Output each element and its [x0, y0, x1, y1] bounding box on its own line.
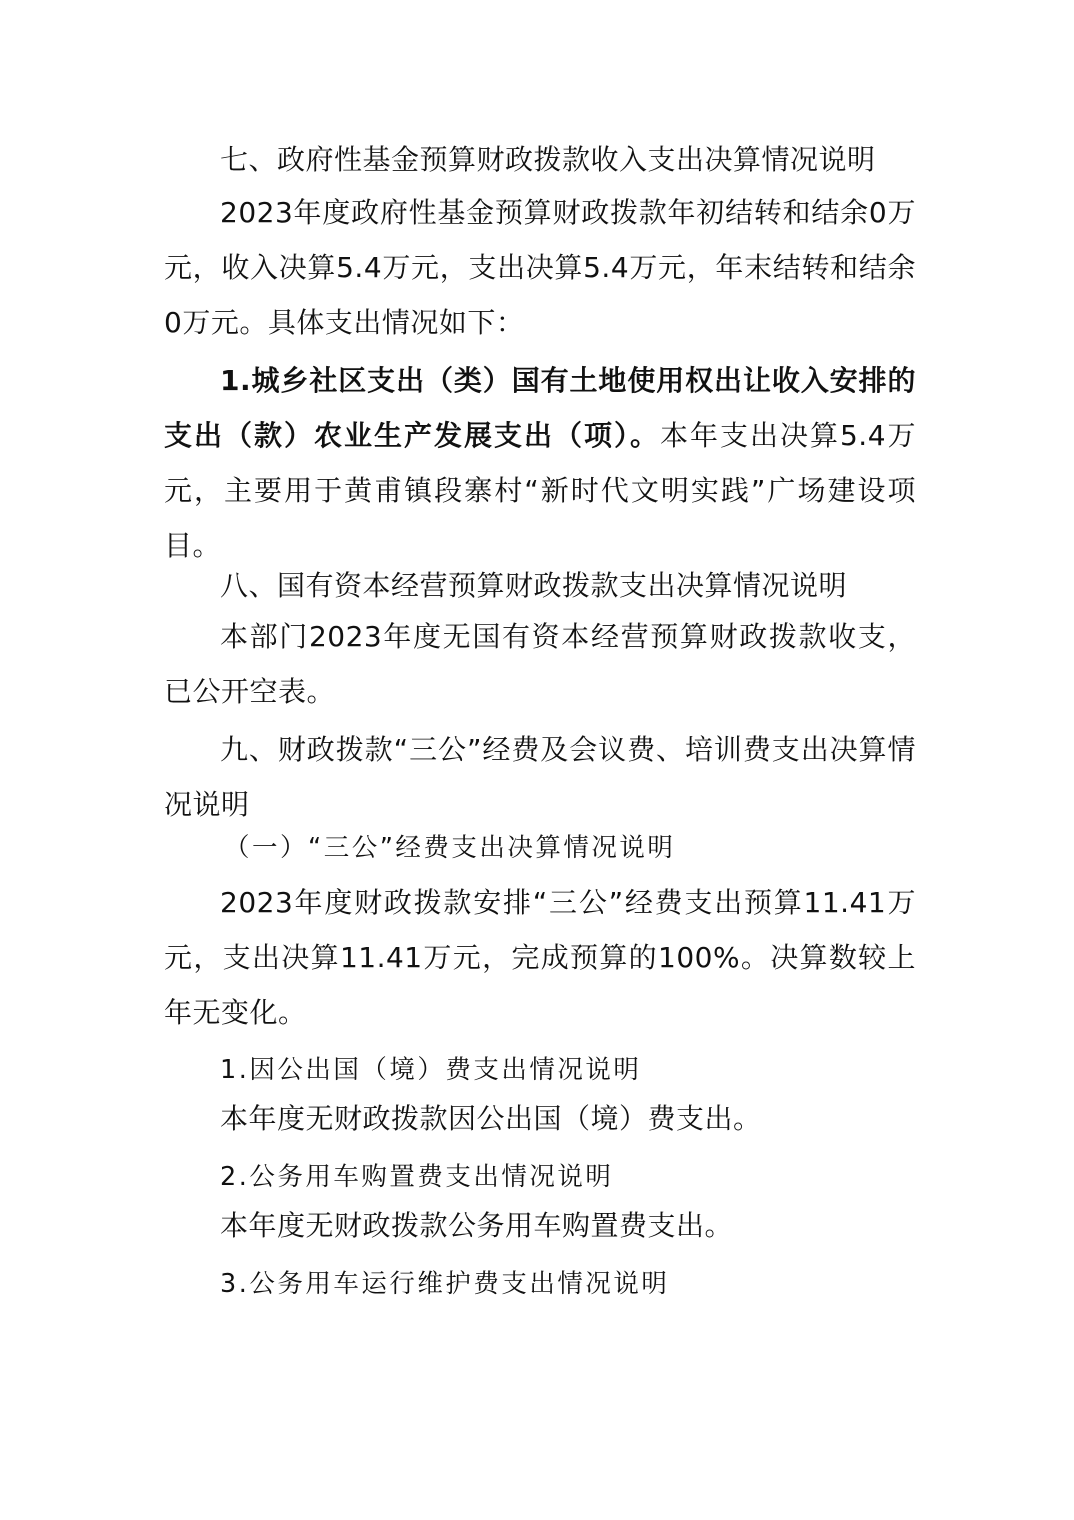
section-7-item-1-text: 本年支出决算5.4万元，主要用于黄甫镇段寨村“新时代文明实践”广场建设项目。 [164, 419, 917, 562]
item-2-body: 本年度无财政拨款公务用车购置费支出。 [220, 1209, 734, 1242]
section-7-paragraph: 2023年度政府性基金预算财政拨款年初结转和结余0万元，收入决算5.4万元，支出决算5.4万元，年末结转和结余0万元。具体支出情况如下： [164, 196, 916, 339]
section-8-heading: 八、国有资本经营预算财政拨款支出决算情况说明 [220, 569, 848, 602]
section-7-item-1-title: 1.城乡社区支出（类）国有土地使用权出让收入安排的支出（款）农业生产发展支出（项）。 [164, 364, 916, 452]
section-7-heading: 七、政府性基金预算财政拨款收入支出决算情况说明 [220, 143, 876, 176]
section-7-item-1 [164, 353, 916, 573]
section-9-sub-1-heading: （一）“三公”经费支出决算情况说明 [224, 833, 676, 863]
section-9-sub-1-paragraph: 2023年度财政拨款安排“三公”经费支出预算11.41万元，支出决算11.41万元，完成预算的100%。决算数较上年无变化。 [164, 886, 916, 1029]
item-1-heading: 1.因公出国（境）费支出情况说明 [220, 1055, 642, 1085]
section-8-paragraph: 本部门2023年度无国有资本经营预算财政拨款收支，已公开空表。 [164, 620, 916, 708]
item-3-heading: 3.公务用车运行维护费支出情况说明 [220, 1269, 670, 1299]
section-9-heading: 九、财政拨款“三公”经费及会议费、培训费支出决算情况说明 [164, 733, 916, 821]
item-1-body: 本年度无财政拨款因公出国（境）费支出。 [220, 1102, 762, 1135]
item-2-heading: 2.公务用车购置费支出情况说明 [220, 1162, 614, 1192]
